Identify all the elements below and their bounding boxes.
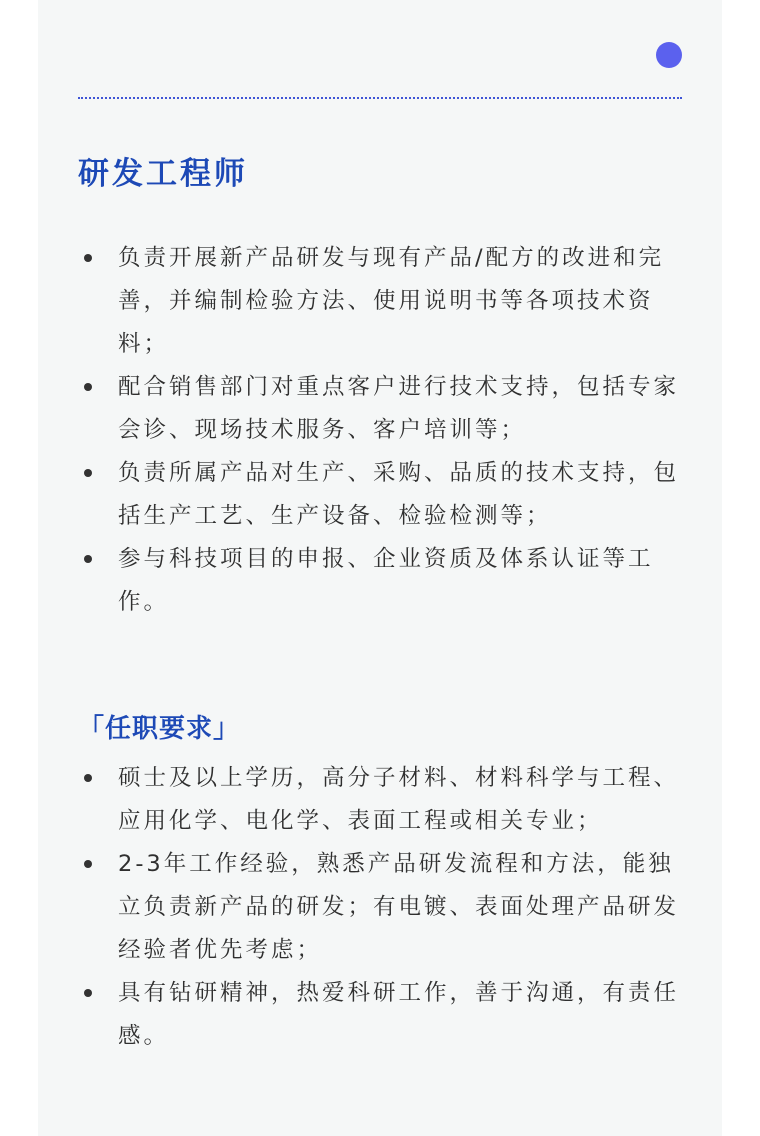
duties-list: [82, 237, 682, 624]
decorative-dot: [656, 42, 682, 68]
duty-item: [82, 366, 682, 452]
requirement-text: 硕士及以上学历，高分子材料、材料科学与工程、应用化学、电化学、表面工程或相关专业；: [118, 765, 680, 834]
bullet-icon: [84, 989, 92, 997]
job-card: [38, 0, 722, 1136]
duty-text: 配合销售部门对重点客户进行技术支持，包括专家会诊、现场技术服务、客户培训等；: [118, 374, 680, 443]
requirement-item: [82, 843, 682, 972]
duty-item: [82, 237, 682, 366]
requirement-text: 具有钻研精神，热爱科研工作，善于沟通，有责任感。: [118, 980, 680, 1049]
bullet-icon: [84, 860, 92, 868]
bullet-icon: [84, 383, 92, 391]
duty-text: 参与科技项目的申报、企业资质及体系认证等工作。: [118, 546, 654, 615]
duty-item: [82, 538, 682, 624]
duty-text: 负责所属产品对生产、采购、品质的技术支持，包括生产工艺、生产设备、检验检测等；: [118, 460, 680, 529]
bullet-icon: [84, 254, 92, 262]
requirement-item: [82, 757, 682, 843]
job-title: 研发工程师: [78, 156, 248, 192]
requirement-text: 2-3年工作经验，熟悉产品研发流程和方法，能独立负责新产品的研发；有电镀、表面处理产品研发经验者优先考虑；: [118, 851, 680, 963]
bullet-icon: [84, 774, 92, 782]
bullet-icon: [84, 555, 92, 563]
requirement-item: [82, 972, 682, 1058]
dotted-divider: [78, 97, 682, 99]
duty-item: [82, 452, 682, 538]
requirements-list: [82, 757, 682, 1058]
bullet-icon: [84, 469, 92, 477]
requirements-title: 「任职要求」: [78, 714, 241, 744]
duty-text: 负责开展新产品研发与现有产品/配方的改进和完善，并编制检验方法、使用说明书等各项技术资料；: [118, 245, 665, 357]
